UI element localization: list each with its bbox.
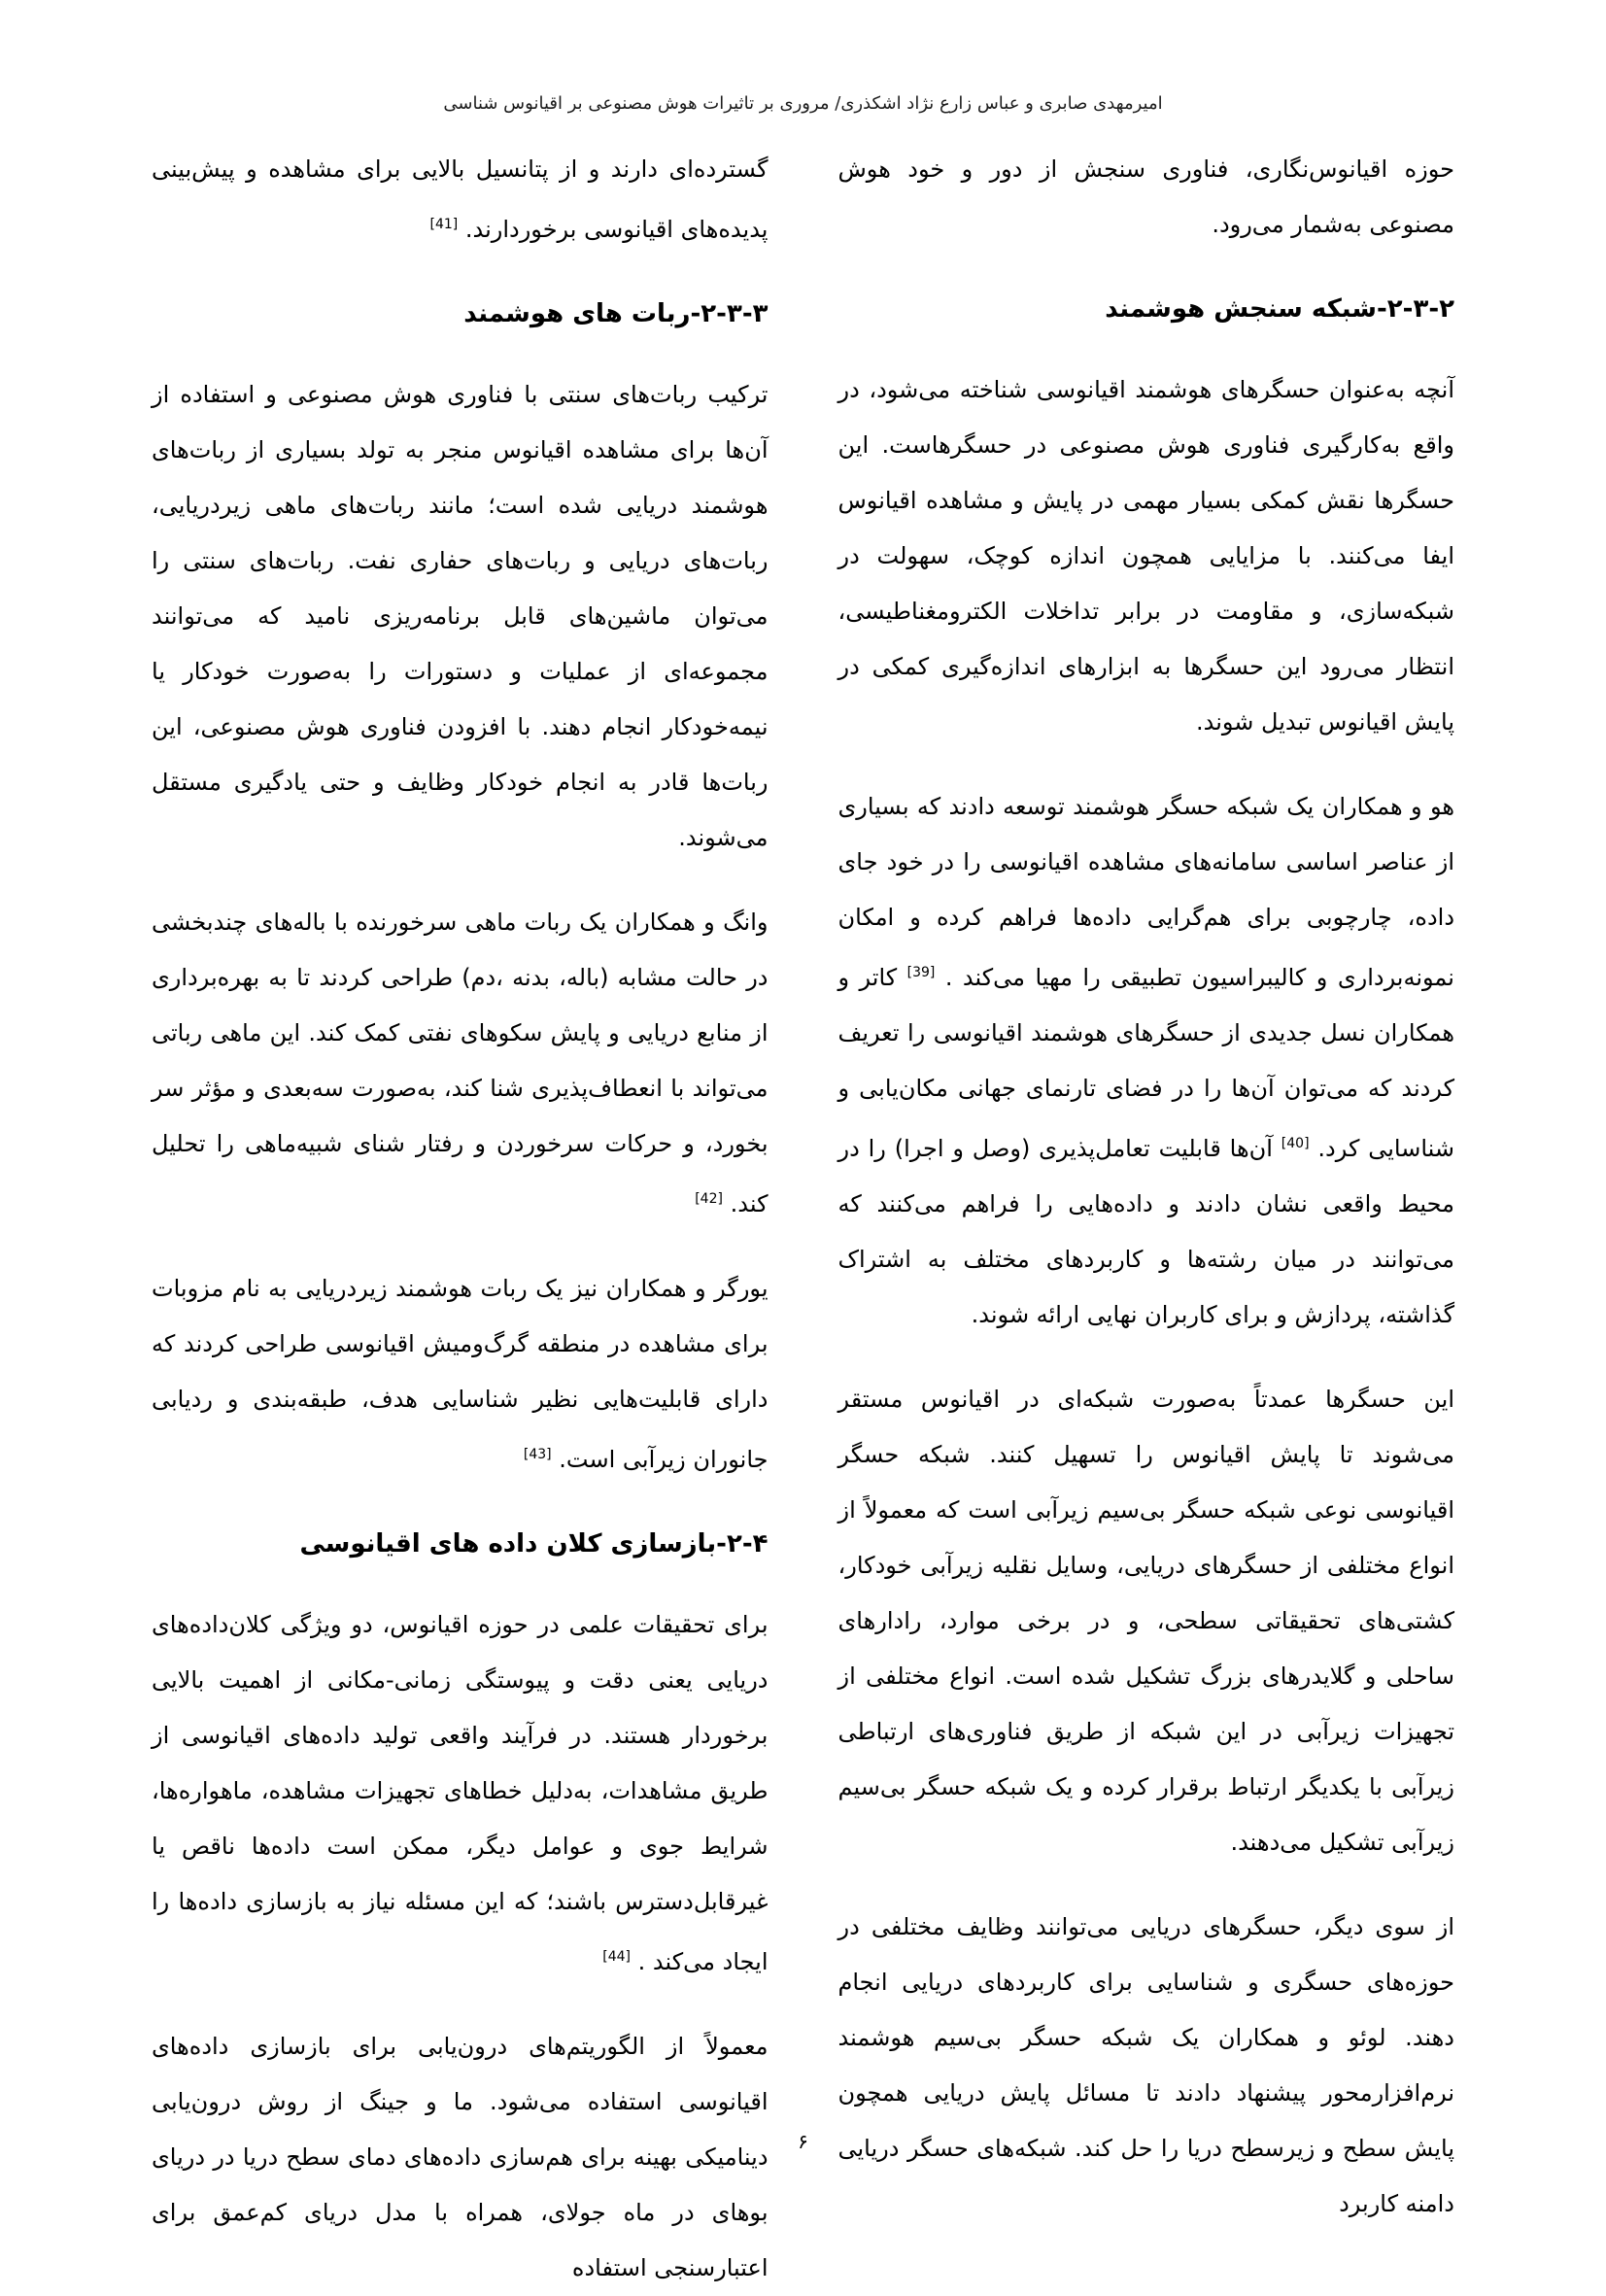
paragraph-text: گسترده‌ای دارند و از پتانسیل بالایی برای مشاهده و پیش‌بینی پدیده‌های اقیانوسی برخوردارند.: [152, 155, 769, 243]
section-heading: ۲-۳-۲-شبکه سنجش هوشمند: [1105, 294, 1454, 324]
page-footer: [0, 2130, 1606, 2153]
column-left: [152, 142, 769, 2296]
paragraph: [838, 362, 1455, 750]
paragraph-text: حوزه اقیانوس‌نگاری، فناوری سنجش از دور و خود هوش مصنوعی به‌شمار می‌رود.: [837, 155, 1454, 238]
citation-marker: [44]: [602, 1949, 632, 1965]
paragraph: [838, 779, 1455, 1343]
paragraph: [838, 142, 1455, 253]
citation-marker: [40]: [1281, 1136, 1310, 1151]
paragraph-text: هو و همکاران یک شبکه حسگر هوشمند توسعه دادند که بسیاری از عناصر اساسی سامانه‌های مشاهده اقیانوسی را در خود جای داده، چارچوبی برای هم‌گرایی داده‌ها فراهم کرده و امکان نمونه‌برداری و کالیبراسیون تطبیقی را مهیا می‌کند .: [837, 793, 1454, 991]
paragraph: [152, 895, 769, 1232]
citation-marker: [43]: [523, 1447, 552, 1462]
paragraph-text: برای تحقیقات علمی در حوزه اقیانوس، دو ویژگی کلان‌داده‌های دریایی یعنی دقت و پیوستگی زمانی-مکانی از اهمیت بالایی برخوردار هستند. در فرآیند واقعی تولید داده‌های اقیانوسی از طریق مشاهدات، به‌دلیل خطاهای تجهیزات مشاهده، ماهواره‌ها، شرایط جوی و عوامل دیگر، ممکن است داده‌ها ناقص یا غیرقابل‌دسترس باشند؛ که این مسئله نیاز به بازسازی داده‌ها را ایجاد می‌کند .: [152, 1611, 769, 1975]
paragraph: [838, 1372, 1455, 1870]
column-right: [838, 142, 1455, 2232]
citation-marker: [41]: [429, 217, 459, 232]
citation-marker: [39]: [906, 965, 936, 980]
paragraph: [838, 1900, 1455, 2232]
paragraph: [152, 142, 769, 257]
page-number: ۶: [798, 2130, 808, 2153]
running-header-text: امیرمهدی صابری و عباس زارع نژاد اشکذری/ مروری بر تاثیرات هوش مصنوعی بر اقیانوس شناسی: [443, 93, 1163, 114]
paragraph-text: وانگ و همکاران یک ربات ماهی سرخورنده با باله‌های چندبخشی در حالت مشابه (باله، بدنه ،دم) طراحی کردند تا به بهره‌برداری از منابع دریایی و پایش سکوهای نفتی کمک کند. این ماهی رباتی می‌تواند با انعطاف‌پذیری شنا کند، به‌صورت سه‌بعدی و مؤثر سر بخورد، و حرکات سرخوردن و رفتار شنای شبیه‌ماهی را تحلیل کند.: [152, 908, 769, 1217]
section-heading: ۲-۳-۳-ربات های هوشمند: [463, 299, 769, 328]
paragraph-text: یورگر و همکاران نیز یک ربات هوشمند زیردریایی به نام مزوبات برای مشاهده در منطقه گرگ‌ومیش اقیانوسی طراحی کردند که دارای قابلیت‌هایی نظیر شناسایی هدف، طبقه‌بندی و ردیابی جانوران زیرآبی است.: [152, 1275, 769, 1473]
paragraph-text: ترکیب ربات‌های سنتی با فناوری هوش مصنوعی و استفاده از آن‌ها برای مشاهده اقیانوس منجر به تولد بسیاری از ربات‌های هوشمند دریایی شده است؛ مانند ربات‌های ماهی زیردریایی، ربات‌های دریایی و ربات‌های حفاری نفت. ربات‌های سنتی را می‌توان ماشین‌های قابل برنامه‌ریزی نامید که می‌توانند مجموعه‌ای از عملیات و دستورات را به‌صورت خودکار یا نیمه‌خودکار انجام دهند. با افزودن فناوری هوش مصنوعی، این ربات‌ها قادر به انجام خودکار وظایف و حتی یادگیری مستقل می‌شوند.: [152, 381, 769, 851]
paragraph: [152, 1261, 769, 1488]
section-heading: ۲-۴-بازسازی کلان داده های اقیانوسی: [299, 1529, 769, 1559]
paragraph-text: آنچه به‌عنوان حسگرهای هوشمند اقیانوسی شناخته می‌شود، در واقع به‌کارگیری فناوری هوش مصنوعی در حسگرهاست. این حسگرها نقش کمکی بسیار مهمی در پایش و مشاهده اقیانوس ایفا می‌کنند. با مزایایی همچون اندازه کوچک، سهولت در شبکه‌سازی، و مقاومت در برابر تداخلات الکترومغناطیسی، انتظار می‌رود این حسگرها به ابزارهای اندازه‌گیری کمکی در پایش اقیانوس تبدیل شوند.: [837, 376, 1454, 736]
paragraph-text: از سوی دیگر، حسگرهای دریایی می‌توانند وظایف مختلفی در حوزه‌های حسگری و شناسایی برای کاربردهای دریایی انجام دهند. لوئو و همکاران یک شبکه حسگر بی‌سیم هوشمند نرم‌افزارمحور پیشنهاد دادند تا مسائل پایش دریایی همچون پایش سطح و زیرسطح دریا را حل کند. شبکه‌های حسگر دریایی دامنه کاربرد: [837, 1913, 1454, 2217]
running-header: [0, 93, 1606, 114]
page-body: [152, 142, 1454, 2296]
paragraph: [152, 2019, 769, 2296]
citation-marker: [42]: [695, 1191, 723, 1207]
paragraph-text: این حسگرها عمدتاً به‌صورت شبکه‌ای در اقیانوس مستقر می‌شوند تا پایش اقیانوس را تسهیل کنند. شبکه حسگر اقیانوسی نوعی شبکه حسگر بی‌سیم زیرآبی است که معمولاً از انواع مختلفی از حسگرهای دریایی، وسایل نقلیه زیرآبی خودکار، کشتی‌های تحقیقاتی سطحی، و در برخی موارد، رادارهای ساحلی و گلایدرهای بزرگ تشکیل شده است. انواع مختلفی از تجهیزات زیرآبی در این شبکه از طریق فناوری‌های ارتباطی زیرآبی با یکدیگر ارتباط برقرار کرده و یک شبکه حسگر بی‌سیم زیرآبی تشکیل می‌دهند.: [837, 1386, 1454, 1856]
paragraph-text: کاتر و همکاران نسل جدیدی از حسگرهای هوشمند اقیانوسی را تعریف کردند که می‌توان آن‌ها را در فضای تارنمای جهانی مکان‌یابی و شناسایی کرد.: [837, 964, 1455, 1162]
paragraph: [152, 1597, 769, 1990]
paragraph-text: آن‌ها قابلیت تعامل‌پذیری (وصل و اجرا) را در محیط واقعی نشان دادند و داده‌هایی را فراهم می‌کنند که می‌توانند در میان رشته‌ها و کاربردهای مختلف به اشتراک گذاشته، پردازش و برای کاربران نهایی ارائه شوند.: [837, 1135, 1454, 1328]
paragraph-text: معمولاً از الگوریتم‌های درون‌یابی برای بازسازی داده‌های اقیانوسی استفاده می‌شود. ما و جینگ از روش درون‌یابی دینامیکی بهینه برای هم‌سازی داده‌های دمای سطح دریا در دریای بوهای در ماه جولای، همراه با مدل دریای کم‌عمق برای اعتبارسنجی استفاده: [152, 2033, 769, 2281]
paragraph: [152, 367, 769, 866]
